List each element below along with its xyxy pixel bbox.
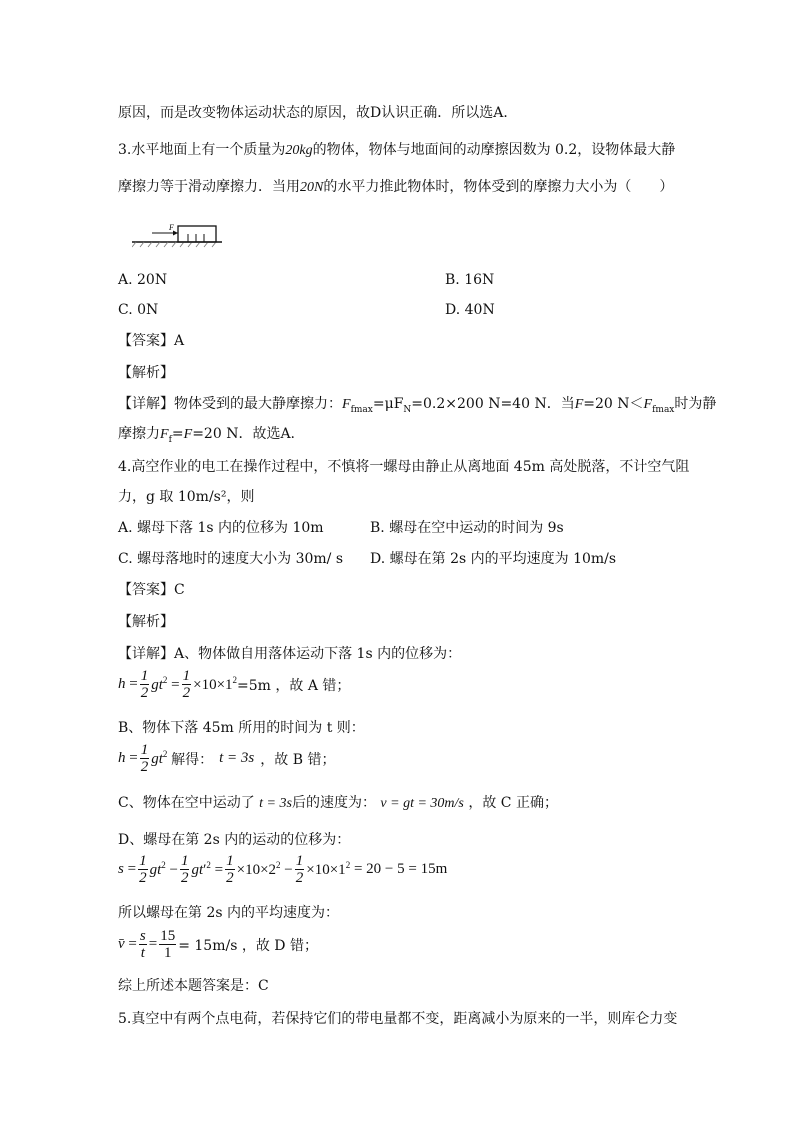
- option-a: A. 螺母下落 1s 内的位移为 10m: [118, 520, 324, 536]
- summary: 综上所述本题答案是：C: [118, 978, 269, 994]
- question-4-line2: 力，g 取 10m/s²，则: [118, 489, 255, 505]
- text-line: B、物体下落 45m 所用的时间为 t 则：: [118, 720, 365, 736]
- detail-3: 【详解】物体受到的最大静摩擦力：$F_{fmax}=\mu F_N=0.2\times 200$ N=40 N．当F=20 $N<F_{fmax}$时为静: [118, 396, 717, 415]
- text-line: D、螺母在第 2s 内的运动的位移为：: [118, 832, 351, 848]
- option-c: C. 0N: [118, 302, 159, 318]
- equation-b: h = $\frac{1}{2}$ $gt^2$ 解得： t = 3s ，故 B 错；: [118, 742, 336, 775]
- equation-e: v̄ = $\frac{s}{t}$ = $\frac{15}{1}$ = 15m/s ，故 D 错；: [118, 928, 318, 961]
- text-line: C、物体在空中运动了 t = 3s后的速度为： v = gt = 30m/s ，故 C 正确；: [118, 795, 558, 811]
- text-line: 所以螺母在第 2s 内的平均速度为：: [118, 905, 339, 921]
- option-d: D. 螺母在第 2s 内的平均速度为 10m/s: [370, 551, 617, 567]
- analysis-4-heading: 【解析】: [118, 614, 174, 630]
- option-d: D. 40N: [445, 302, 495, 318]
- option-a: A. 20N: [118, 272, 168, 288]
- analysis-3-heading: 【解析】: [118, 365, 174, 381]
- text-line: 原因，而是改变物体运动状态的原因，故D认识正确．所以选A．: [118, 105, 518, 121]
- question-3: 3.水平地面上有一个质量为20kg的物体，物体与地面间的动摩擦因数为 0.2，设物体最大静: [118, 142, 676, 158]
- equation-d: s = $\frac{1}{2}$ $gt^2$ − $\frac{1}{2}$ $gt'^2$ = $\frac{1}{2}$ $\times 10\times 2^2$ − $\frac{1}{2}$ $\times 10\times 1^2$ = 20 − 5 = 15m: [118, 853, 448, 886]
- equation-a: h = $\frac{1}{2}$ $gt^2$ = $\frac{1}{2}$ $\times 10\times 1^2$ =5m ，故 A 错；: [118, 668, 351, 701]
- question-4: 4.高空作业的电工在操作过程中，不慎将一螺母由静止从离地面 45m 高处脱落，不计空气阻: [118, 459, 690, 475]
- question-3-line2: 摩擦力等于滑动摩擦力．当用20N的水平力推此物体时，物体受到的摩擦力大小为（ ）: [118, 179, 674, 195]
- answer-4: 【答案】C: [118, 582, 185, 598]
- block-on-ground-figure: [132, 220, 226, 248]
- option-b: B. 16N: [445, 272, 495, 288]
- question-5: 5.真空中有两个点电荷，若保持它们的带电量都不变，距离减小为原来的一半，则库仑力变: [118, 1011, 678, 1027]
- answer-3: 【答案】A: [118, 333, 185, 349]
- detail-3-line2: 摩擦力$F_f=F=20$ N．故选A.: [118, 426, 296, 445]
- detail-4: 【详解】A、物体做自用落体运动下落 1s 内的位移为：: [118, 646, 462, 662]
- svg-text:F: F: [169, 223, 174, 232]
- option-c: C. 螺母落地时的速度大小为 30m/ s: [118, 551, 344, 567]
- option-b: B. 螺母在空中运动的时间为 9s: [370, 520, 564, 536]
